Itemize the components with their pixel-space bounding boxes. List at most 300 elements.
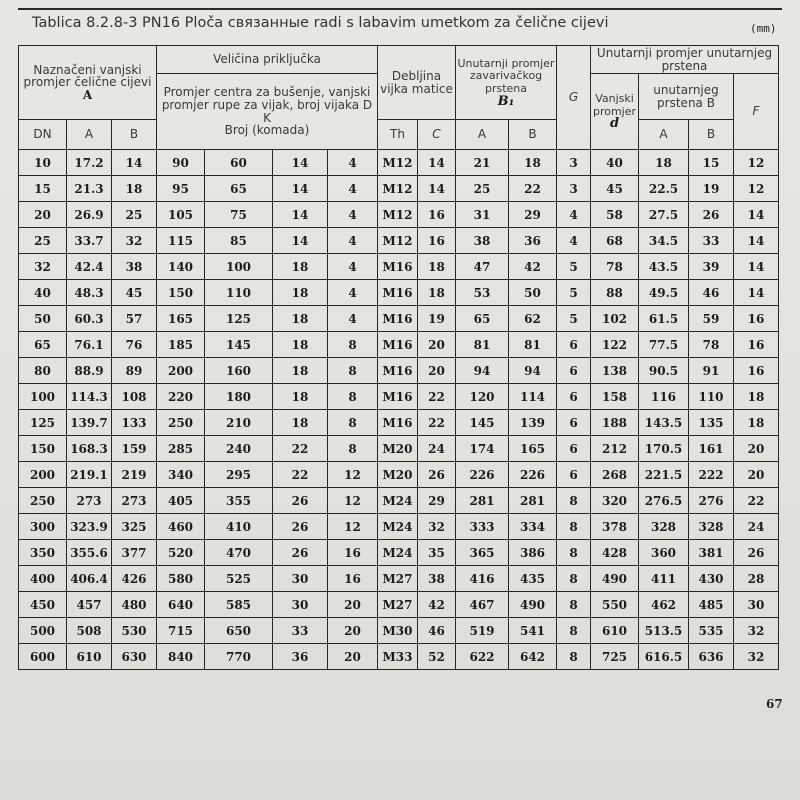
cell-inner-b: 430 [689, 566, 734, 592]
cell-bolt-hole-2: 18 [273, 306, 328, 332]
cell-nut-c: 32 [418, 514, 456, 540]
cell-dn: 250 [19, 488, 67, 514]
cell-f: 26 [734, 540, 779, 566]
cell-outer-d: 550 [591, 592, 639, 618]
cell-f: 18 [734, 384, 779, 410]
spec-table-body [19, 150, 779, 670]
cell-pipe-a: 610 [67, 644, 112, 670]
cell-nut-c: 22 [418, 384, 456, 410]
page-number: 67 [766, 697, 783, 711]
cell-drill-center: 105 [157, 202, 205, 228]
cell-inner-a: 61.5 [639, 306, 689, 332]
cell-weld-b: 18 [509, 150, 557, 176]
cell-dn: 450 [19, 592, 67, 618]
cell-inner-b: 485 [689, 592, 734, 618]
cell-weld-a: 174 [456, 436, 509, 462]
cell-weld-a: 281 [456, 488, 509, 514]
previous-table-edge [18, 0, 782, 10]
cell-bolt-hole-2: 18 [273, 254, 328, 280]
cell-outer-d: 122 [591, 332, 639, 358]
header-c: C [418, 120, 456, 150]
cell-inner-b: 381 [689, 540, 734, 566]
cell-pipe-a: 42.4 [67, 254, 112, 280]
cell-outer-d: 188 [591, 410, 639, 436]
cell-thread: M27 [378, 566, 418, 592]
header-d-symbol: d [609, 116, 620, 132]
cell-bolt-count: 8 [328, 332, 378, 358]
cell-bolt-count: 20 [328, 618, 378, 644]
cell-inner-a: 360 [639, 540, 689, 566]
cell-pipe-b: 159 [112, 436, 157, 462]
cell-drill-center: 405 [157, 488, 205, 514]
cell-dn: 32 [19, 254, 67, 280]
cell-thread: M12 [378, 150, 418, 176]
cell-inner-a: 18 [639, 150, 689, 176]
cell-pipe-b: 530 [112, 618, 157, 644]
cell-pipe-b: 38 [112, 254, 157, 280]
cell-f: 24 [734, 514, 779, 540]
cell-thread: M20 [378, 462, 418, 488]
cell-thread: M16 [378, 280, 418, 306]
cell-bolt-hole-1: 585 [205, 592, 273, 618]
cell-f: 32 [734, 618, 779, 644]
cell-pipe-b: 133 [112, 410, 157, 436]
cell-bolt-hole-1: 60 [205, 150, 273, 176]
cell-outer-d: 88 [591, 280, 639, 306]
table-row [19, 410, 779, 436]
cell-nut-c: 42 [418, 592, 456, 618]
cell-pipe-b: 18 [112, 176, 157, 202]
header-connection-size: Veličina priključka [157, 46, 378, 74]
cell-nut-c: 26 [418, 462, 456, 488]
table-row [19, 228, 779, 254]
cell-inner-a: 22.5 [639, 176, 689, 202]
cell-dn: 40 [19, 280, 67, 306]
cell-bolt-hole-1: 410 [205, 514, 273, 540]
cell-weld-a: 333 [456, 514, 509, 540]
cell-pipe-a: 60.3 [67, 306, 112, 332]
cell-pipe-a: 457 [67, 592, 112, 618]
cell-outer-d: 212 [591, 436, 639, 462]
cell-outer-d: 158 [591, 384, 639, 410]
cell-pipe-a: 114.3 [67, 384, 112, 410]
cell-pipe-b: 108 [112, 384, 157, 410]
cell-bolt-hole-2: 26 [273, 514, 328, 540]
cell-weld-b: 490 [509, 592, 557, 618]
cell-g: 8 [557, 618, 591, 644]
cell-drill-center: 115 [157, 228, 205, 254]
cell-weld-b: 114 [509, 384, 557, 410]
cell-g: 3 [557, 150, 591, 176]
cell-pipe-a: 139.7 [67, 410, 112, 436]
cell-pipe-a: 355.6 [67, 540, 112, 566]
cell-bolt-hole-1: 295 [205, 462, 273, 488]
cell-inner-b: 59 [689, 306, 734, 332]
cell-f: 20 [734, 436, 779, 462]
cell-inner-a: 77.5 [639, 332, 689, 358]
cell-weld-b: 42 [509, 254, 557, 280]
cell-pipe-a: 76.1 [67, 332, 112, 358]
cell-dn: 200 [19, 462, 67, 488]
cell-thread: M24 [378, 488, 418, 514]
cell-bolt-count: 12 [328, 462, 378, 488]
cell-inner-a: 513.5 [639, 618, 689, 644]
cell-bolt-hole-2: 30 [273, 566, 328, 592]
cell-f: 16 [734, 358, 779, 384]
cell-f: 12 [734, 150, 779, 176]
cell-weld-a: 65 [456, 306, 509, 332]
cell-inner-b: 110 [689, 384, 734, 410]
cell-inner-a: 34.5 [639, 228, 689, 254]
cell-bolt-count: 8 [328, 436, 378, 462]
cell-inner-a: 328 [639, 514, 689, 540]
cell-bolt-count: 4 [328, 202, 378, 228]
cell-bolt-hole-1: 85 [205, 228, 273, 254]
cell-weld-b: 226 [509, 462, 557, 488]
cell-inner-b: 222 [689, 462, 734, 488]
cell-pipe-a: 168.3 [67, 436, 112, 462]
cell-pipe-b: 426 [112, 566, 157, 592]
cell-outer-d: 58 [591, 202, 639, 228]
cell-f: 12 [734, 176, 779, 202]
cell-bolt-count: 8 [328, 384, 378, 410]
cell-thread: M33 [378, 644, 418, 670]
cell-dn: 80 [19, 358, 67, 384]
cell-pipe-b: 377 [112, 540, 157, 566]
cell-pipe-a: 323.9 [67, 514, 112, 540]
cell-thread: M16 [378, 410, 418, 436]
cell-bolt-count: 4 [328, 176, 378, 202]
table-row [19, 332, 779, 358]
cell-outer-d: 610 [591, 618, 639, 644]
cell-nut-c: 19 [418, 306, 456, 332]
cell-nut-c: 35 [418, 540, 456, 566]
cell-inner-a: 27.5 [639, 202, 689, 228]
cell-thread: M16 [378, 254, 418, 280]
cell-drill-center: 165 [157, 306, 205, 332]
cell-pipe-b: 325 [112, 514, 157, 540]
cell-weld-b: 50 [509, 280, 557, 306]
cell-inner-a: 43.5 [639, 254, 689, 280]
cell-inner-b: 328 [689, 514, 734, 540]
cell-outer-d: 78 [591, 254, 639, 280]
cell-nut-c: 16 [418, 228, 456, 254]
header-inner-ring: Unutarnji promjer unutarnjeg prstena [591, 46, 779, 74]
cell-outer-d: 428 [591, 540, 639, 566]
cell-weld-b: 94 [509, 358, 557, 384]
cell-bolt-hole-1: 210 [205, 410, 273, 436]
cell-bolt-count: 20 [328, 592, 378, 618]
cell-pipe-b: 32 [112, 228, 157, 254]
cell-inner-b: 19 [689, 176, 734, 202]
cell-weld-b: 642 [509, 644, 557, 670]
cell-dn: 15 [19, 176, 67, 202]
cell-drill-center: 715 [157, 618, 205, 644]
cell-drill-center: 520 [157, 540, 205, 566]
cell-bolt-hole-1: 125 [205, 306, 273, 332]
cell-weld-b: 29 [509, 202, 557, 228]
cell-bolt-hole-1: 75 [205, 202, 273, 228]
header-b: B [112, 120, 157, 150]
cell-drill-center: 460 [157, 514, 205, 540]
cell-g: 6 [557, 384, 591, 410]
cell-bolt-hole-1: 160 [205, 358, 273, 384]
cell-drill-center: 140 [157, 254, 205, 280]
cell-outer-d: 68 [591, 228, 639, 254]
cell-outer-d: 378 [591, 514, 639, 540]
cell-dn: 600 [19, 644, 67, 670]
cell-weld-a: 226 [456, 462, 509, 488]
header-nominal-symbol: A [82, 87, 93, 102]
cell-outer-d: 45 [591, 176, 639, 202]
cell-bolt-hole-2: 18 [273, 358, 328, 384]
table-row [19, 436, 779, 462]
cell-weld-b: 386 [509, 540, 557, 566]
table-row [19, 202, 779, 228]
cell-f: 32 [734, 644, 779, 670]
cell-bolt-hole-2: 26 [273, 540, 328, 566]
cell-inner-b: 39 [689, 254, 734, 280]
cell-bolt-hole-1: 100 [205, 254, 273, 280]
table-row [19, 462, 779, 488]
cell-inner-b: 135 [689, 410, 734, 436]
cell-thread: M20 [378, 436, 418, 462]
table-row [19, 566, 779, 592]
cell-weld-a: 53 [456, 280, 509, 306]
cell-weld-b: 281 [509, 488, 557, 514]
header-outer-diameter-label: Vanjski promjer [592, 92, 637, 118]
cell-g: 8 [557, 644, 591, 670]
cell-dn: 400 [19, 566, 67, 592]
cell-thread: M12 [378, 176, 418, 202]
cell-g: 4 [557, 228, 591, 254]
cell-nut-c: 14 [418, 150, 456, 176]
cell-thread: M16 [378, 306, 418, 332]
cell-dn: 65 [19, 332, 67, 358]
cell-weld-a: 467 [456, 592, 509, 618]
header-inner-b: B [689, 120, 734, 150]
cell-thread: M30 [378, 618, 418, 644]
cell-bolt-hole-1: 110 [205, 280, 273, 306]
cell-weld-a: 416 [456, 566, 509, 592]
cell-weld-a: 120 [456, 384, 509, 410]
cell-bolt-count: 20 [328, 644, 378, 670]
table-row [19, 358, 779, 384]
cell-bolt-hole-2: 22 [273, 436, 328, 462]
cell-weld-a: 145 [456, 410, 509, 436]
cell-bolt-count: 12 [328, 488, 378, 514]
header-inner-ring-b: unutarnjeg prstena B [639, 74, 734, 120]
cell-weld-b: 81 [509, 332, 557, 358]
cell-g: 4 [557, 202, 591, 228]
cell-pipe-a: 508 [67, 618, 112, 644]
cell-g: 8 [557, 540, 591, 566]
cell-weld-b: 541 [509, 618, 557, 644]
cell-bolt-count: 4 [328, 228, 378, 254]
cell-weld-a: 38 [456, 228, 509, 254]
cell-pipe-b: 76 [112, 332, 157, 358]
cell-pipe-b: 14 [112, 150, 157, 176]
cell-bolt-hole-1: 650 [205, 618, 273, 644]
header-weld-ring [456, 46, 557, 120]
header-count: Broj (komada) [224, 123, 310, 138]
cell-bolt-count: 12 [328, 514, 378, 540]
cell-inner-b: 161 [689, 436, 734, 462]
cell-drill-center: 640 [157, 592, 205, 618]
cell-drill-center: 840 [157, 644, 205, 670]
cell-nut-c: 52 [418, 644, 456, 670]
cell-bolt-count: 8 [328, 358, 378, 384]
cell-drill-center: 340 [157, 462, 205, 488]
cell-g: 6 [557, 436, 591, 462]
cell-f: 18 [734, 410, 779, 436]
cell-thread: M16 [378, 384, 418, 410]
cell-dn: 350 [19, 540, 67, 566]
cell-weld-a: 519 [456, 618, 509, 644]
unit-label: (mm) [750, 22, 777, 35]
cell-g: 8 [557, 592, 591, 618]
cell-inner-a: 616.5 [639, 644, 689, 670]
cell-outer-d: 490 [591, 566, 639, 592]
cell-dn: 150 [19, 436, 67, 462]
cell-weld-a: 21 [456, 150, 509, 176]
cell-f: 16 [734, 306, 779, 332]
cell-thread: M12 [378, 202, 418, 228]
cell-inner-a: 90.5 [639, 358, 689, 384]
cell-f: 14 [734, 254, 779, 280]
cell-bolt-count: 4 [328, 306, 378, 332]
cell-pipe-a: 88.9 [67, 358, 112, 384]
table-row [19, 618, 779, 644]
cell-bolt-hole-2: 14 [273, 202, 328, 228]
table-row [19, 150, 779, 176]
header-outer-diameter [591, 74, 639, 150]
header-bolt-thickness: Debljina vijka matice [378, 46, 456, 120]
header-th: Th [378, 120, 418, 150]
cell-inner-a: 462 [639, 592, 689, 618]
table-row [19, 176, 779, 202]
cell-outer-d: 320 [591, 488, 639, 514]
cell-dn: 20 [19, 202, 67, 228]
cell-g: 5 [557, 280, 591, 306]
cell-pipe-a: 273 [67, 488, 112, 514]
cell-bolt-hole-2: 18 [273, 280, 328, 306]
cell-bolt-hole-2: 33 [273, 618, 328, 644]
cell-bolt-hole-2: 14 [273, 150, 328, 176]
cell-dn: 500 [19, 618, 67, 644]
cell-dn: 25 [19, 228, 67, 254]
cell-bolt-count: 8 [328, 410, 378, 436]
cell-thread: M24 [378, 540, 418, 566]
cell-nut-c: 16 [418, 202, 456, 228]
cell-pipe-a: 219.1 [67, 462, 112, 488]
cell-bolt-hole-2: 30 [273, 592, 328, 618]
cell-g: 3 [557, 176, 591, 202]
cell-bolt-hole-1: 240 [205, 436, 273, 462]
cell-weld-a: 81 [456, 332, 509, 358]
cell-outer-d: 268 [591, 462, 639, 488]
cell-inner-a: 143.5 [639, 410, 689, 436]
cell-g: 5 [557, 254, 591, 280]
cell-inner-a: 116 [639, 384, 689, 410]
cell-weld-b: 22 [509, 176, 557, 202]
cell-g: 6 [557, 358, 591, 384]
cell-pipe-a: 17.2 [67, 150, 112, 176]
cell-weld-a: 25 [456, 176, 509, 202]
cell-pipe-b: 273 [112, 488, 157, 514]
header-nominal-diameter [19, 46, 157, 120]
cell-pipe-b: 89 [112, 358, 157, 384]
table-row [19, 280, 779, 306]
cell-nut-c: 18 [418, 280, 456, 306]
header-b1-a: A [456, 120, 509, 150]
cell-bolt-hole-2: 18 [273, 410, 328, 436]
cell-inner-b: 91 [689, 358, 734, 384]
cell-drill-center: 185 [157, 332, 205, 358]
cell-g: 6 [557, 332, 591, 358]
cell-pipe-a: 48.3 [67, 280, 112, 306]
header-nominal-label: Naznačeni vanjski promjer čelične cijevi [23, 62, 152, 90]
cell-weld-a: 47 [456, 254, 509, 280]
cell-dn: 100 [19, 384, 67, 410]
cell-inner-a: 221.5 [639, 462, 689, 488]
cell-nut-c: 24 [418, 436, 456, 462]
cell-inner-b: 636 [689, 644, 734, 670]
cell-f: 20 [734, 462, 779, 488]
cell-g: 8 [557, 488, 591, 514]
cell-weld-b: 435 [509, 566, 557, 592]
cell-dn: 300 [19, 514, 67, 540]
cell-bolt-count: 16 [328, 566, 378, 592]
cell-weld-a: 365 [456, 540, 509, 566]
cell-bolt-count: 4 [328, 254, 378, 280]
cell-dn: 50 [19, 306, 67, 332]
cell-pipe-a: 21.3 [67, 176, 112, 202]
cell-g: 8 [557, 514, 591, 540]
cell-f: 28 [734, 566, 779, 592]
cell-g: 6 [557, 462, 591, 488]
header-b1-b: B [509, 120, 557, 150]
header-drilling [157, 74, 378, 150]
cell-f: 16 [734, 332, 779, 358]
spec-table [18, 45, 779, 670]
cell-thread: M24 [378, 514, 418, 540]
cell-pipe-b: 25 [112, 202, 157, 228]
cell-bolt-hole-2: 18 [273, 384, 328, 410]
cell-g: 6 [557, 410, 591, 436]
cell-outer-d: 138 [591, 358, 639, 384]
cell-bolt-count: 4 [328, 280, 378, 306]
cell-pipe-a: 33.7 [67, 228, 112, 254]
cell-bolt-hole-1: 180 [205, 384, 273, 410]
cell-drill-center: 95 [157, 176, 205, 202]
cell-dn: 125 [19, 410, 67, 436]
cell-outer-d: 102 [591, 306, 639, 332]
cell-outer-d: 40 [591, 150, 639, 176]
cell-nut-c: 29 [418, 488, 456, 514]
cell-dn: 10 [19, 150, 67, 176]
cell-inner-a: 411 [639, 566, 689, 592]
cell-bolt-hole-1: 770 [205, 644, 273, 670]
header-drilling-label: Promjer centra za bušenje, vanjski promjer rupe za vijak, broj vijaka D K [161, 85, 373, 125]
cell-f: 14 [734, 228, 779, 254]
cell-inner-b: 15 [689, 150, 734, 176]
cell-pipe-b: 480 [112, 592, 157, 618]
cell-bolt-hole-1: 145 [205, 332, 273, 358]
table-title: Tablica 8.2.8-3 PN16 Ploča связанные radi s labavim umetkom za čelične cijevi [32, 15, 609, 31]
cell-bolt-hole-1: 355 [205, 488, 273, 514]
cell-weld-b: 165 [509, 436, 557, 462]
